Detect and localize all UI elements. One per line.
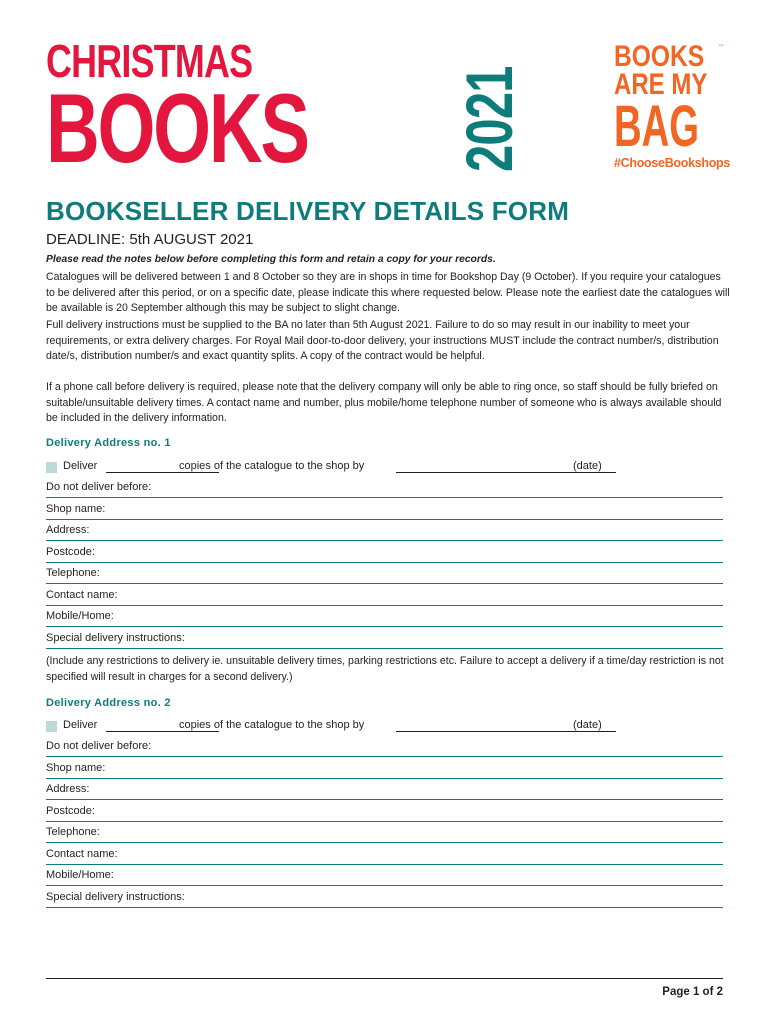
field-label: Do not deliver before:: [46, 481, 152, 493]
logo-christmas-word: CHRISTMAS: [46, 35, 253, 87]
field-input[interactable]: [186, 803, 723, 819]
deliver-checkbox-1[interactable]: [46, 462, 57, 473]
deliver-label: Deliver: [63, 719, 98, 731]
field-input[interactable]: [186, 738, 723, 754]
date-label: (date): [573, 719, 602, 731]
field-special-instructions-2: [46, 886, 723, 908]
paragraph-instructions-deadline: Full delivery instructions must be supplied to the BA no later than 5th August 2021. Failure to do so may result in our inability to meet your requirements, or extra delivery charges. For Royal Mail door-to-door delivery, your instructions MUST include the contract number/s, distribution date/s, distribution number/s and exact quantity splits. A copy of the contract would be helpful.: [46, 319, 719, 362]
deliver-label: Deliver: [63, 460, 98, 472]
field-label: Do not deliver before:: [46, 740, 152, 752]
delivery-date-field-2[interactable]: [396, 731, 616, 732]
logo-year: [399, 40, 526, 172]
field-special-instructions-1: [46, 627, 723, 649]
field-mobile-home-2: [46, 864, 723, 886]
field-shop-name-2: [46, 757, 723, 779]
field-label: Telephone:: [46, 826, 100, 838]
field-contact-name-2: [46, 843, 723, 865]
field-input[interactable]: [186, 781, 723, 797]
delivery-date-field-1[interactable]: [396, 472, 616, 473]
field-input[interactable]: [186, 565, 723, 581]
logo-books-word: BOOKS: [46, 73, 308, 183]
field-input[interactable]: [186, 479, 723, 495]
field-input[interactable]: [186, 824, 723, 840]
field-postcode-2: [46, 800, 723, 822]
deadline: DEADLINE: 5th AUGUST 2021: [46, 231, 254, 248]
deliver-checkbox-2[interactable]: [46, 721, 57, 732]
field-address-1: [46, 519, 723, 541]
deliver-row-1: [46, 460, 726, 476]
field-input[interactable]: [186, 867, 723, 883]
field-telephone-1: [46, 562, 723, 584]
field-address-2: [46, 778, 723, 800]
form-title: BOOKSELLER DELIVERY DETAILS FORM: [46, 196, 570, 226]
field-label: Postcode:: [46, 546, 95, 558]
logo-bamb-are-my: ARE MY: [614, 68, 708, 101]
field-input[interactable]: [186, 501, 723, 517]
field-do-not-deliver-before-1: [46, 476, 723, 498]
field-telephone-2: [46, 821, 723, 843]
copies-quantity-field-1[interactable]: [106, 472, 219, 473]
copies-label: copies of the catalogue to the shop by: [179, 460, 365, 472]
logo-year-text: 2021: [452, 66, 526, 172]
field-shop-name-1: [46, 498, 723, 520]
field-input[interactable]: [186, 522, 723, 538]
instructions-note: Please read the notes below before completing this form and retain a copy for your records.: [46, 254, 496, 265]
date-label: (date): [573, 460, 602, 472]
field-label: Telephone:: [46, 567, 100, 579]
hashtag: #ChooseBookshops: [614, 156, 731, 170]
section-heading-address-2: Delivery Address no. 2: [46, 697, 171, 709]
field-label: Special delivery instructions:: [46, 632, 185, 644]
section-heading-address-1: Delivery Address no. 1: [46, 437, 171, 449]
copies-label: copies of the catalogue to the shop by: [179, 719, 365, 731]
copies-quantity-field-2[interactable]: [106, 731, 219, 732]
field-contact-name-1: [46, 584, 723, 606]
books-are-my-bag-logo: [614, 40, 731, 172]
field-input[interactable]: [236, 630, 723, 646]
field-label: Shop name:: [46, 503, 106, 515]
field-label: Mobile/Home:: [46, 610, 114, 622]
field-label: Address:: [46, 524, 90, 536]
field-label: Contact name:: [46, 848, 118, 860]
footer-divider: [46, 978, 723, 979]
trademark-mark: ™: [718, 44, 724, 51]
field-input[interactable]: [186, 544, 723, 560]
field-input[interactable]: [236, 889, 723, 905]
field-mobile-home-1: [46, 605, 723, 627]
field-postcode-1: [46, 541, 723, 563]
field-input[interactable]: [186, 608, 723, 624]
page-number: Page 1 of 2: [662, 986, 723, 998]
field-input[interactable]: [186, 846, 723, 862]
deliver-row-2: [46, 719, 726, 735]
field-do-not-deliver-before-2: [46, 735, 723, 757]
logo-bamb-books: BOOKS: [614, 40, 705, 73]
field-label: Special delivery instructions:: [46, 891, 185, 903]
field-label: Postcode:: [46, 805, 95, 817]
logo-bamb-bag: BAG: [614, 94, 700, 159]
field-input[interactable]: [186, 760, 723, 776]
paragraph-delivery-window: Catalogues will be delivered between 1 and 8 October so they are in shops in time for Bookshop Day (9 October). If you require your catalogues to be delivered after this period, or on a specific date, please indicate this where requested below. Please note the earliest date the catalogues will be available is 20 September although this may be subject to slight change.: [46, 271, 730, 314]
christmas-books-2021-logo: [46, 35, 526, 183]
field-label: Contact name:: [46, 589, 118, 601]
field-label: Mobile/Home:: [46, 869, 114, 881]
field-input[interactable]: [186, 587, 723, 603]
restrictions-footnote: (Include any restrictions to delivery ie. unsuitable delivery times, parking restrictions etc. Failure to accept a delivery if a time/day restriction is not specified will result in charges for a second delivery.): [46, 655, 724, 683]
field-label: Shop name:: [46, 762, 106, 774]
field-label: Address:: [46, 783, 90, 795]
paragraph-phone-call: If a phone call before delivery is required, please note that the delivery company will only be able to ring once, so staff should be fully briefed on suitable/unsuitable delivery times. A contact name and number, plus mobile/home telephone number of someone who is always available should be included in the delivery information.: [46, 381, 722, 424]
